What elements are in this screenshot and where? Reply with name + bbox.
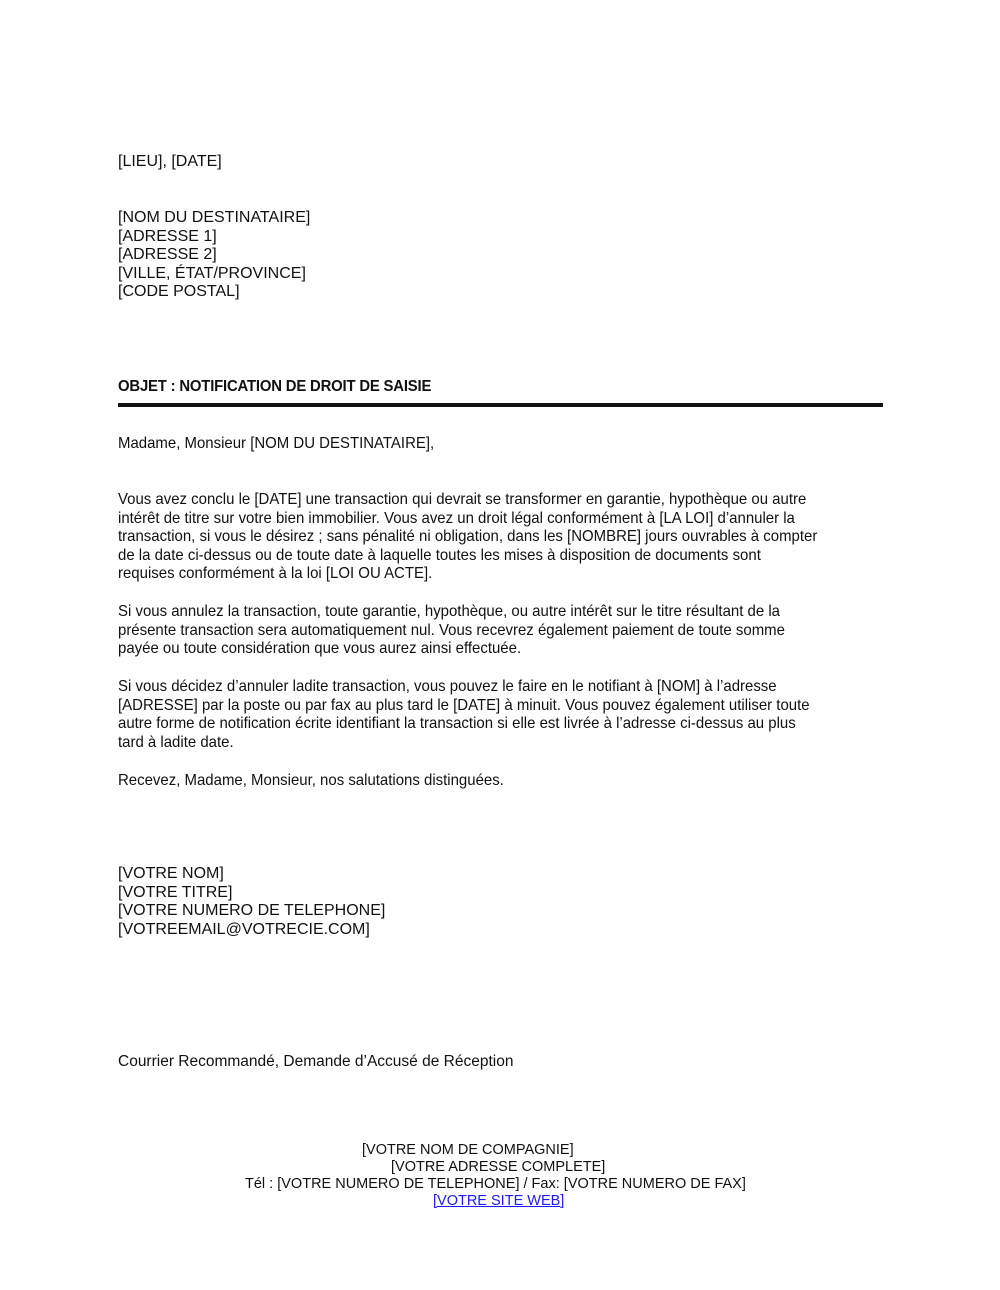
paragraph-line: Vous avez conclu le [DATE] une transaction qui devrait se transformer en garantie, hypothèque ou autre (118, 491, 807, 508)
paragraph-line: [ADRESSE] par la poste ou par fax au plus tard le [DATE] à minuit. Vous pouvez également utiliser toute (118, 696, 810, 714)
footer-address: [VOTRE ADRESSE COMPLETE] (391, 1159, 606, 1175)
paragraph-line: Si vous annulez la transaction, toute garantie, hypothèque, ou autre intérêt sur le titre résultant de la (118, 603, 780, 620)
recipient-name: [NOM DU DESTINATAIRE] (118, 209, 311, 226)
paragraph-line: de la date ci-dessus ou de toute date à laquelle toutes les mises à disposition de documents sont (118, 546, 761, 564)
recipient-address-block (118, 209, 310, 302)
sender-name: [VOTRE NOM] (118, 865, 224, 882)
sender-email: [VOTREEMAIL@VOTRECIE.COM] (118, 920, 370, 938)
paragraph-line: tard à ladite date. (118, 733, 234, 751)
closing-text: Recevez, Madame, Monsieur, nos salutations distinguées. (118, 772, 504, 789)
recipient-address-2: [ADRESSE 2] (118, 246, 217, 264)
delivery-note-text: Courrier Recommandé, Demande d’Accusé de Réception (118, 1053, 514, 1070)
closing (118, 772, 885, 791)
footer-contact: Tél : [VOTRE NUMERO DE TELEPHONE] / Fax: [VOTRE NUMERO DE FAX] (245, 1176, 746, 1192)
sender-phone: [VOTRE NUMERO DE TELEPHONE] (118, 902, 386, 920)
recipient-postal-code: [CODE POSTAL] (118, 283, 240, 301)
salutation-text: Madame, Monsieur [NOM DU DESTINATAIRE], (118, 435, 435, 452)
delivery-note (118, 1053, 513, 1072)
signature-block (118, 865, 385, 939)
body-paragraph-1 (118, 491, 885, 584)
body-paragraph-2 (118, 603, 885, 659)
paragraph-line: Si vous décidez d’annuler ladite transaction, vous pouvez le faire en le notifiant à [NOM] à l’adresse (118, 678, 777, 695)
footer-company: [VOTRE NOM DE COMPAGNIE] (362, 1142, 574, 1158)
paragraph-line: autre forme de notification écrite identifiant la transaction si elle est livrée à l’adresse ci-dessus au plus (118, 715, 796, 733)
recipient-address-1: [ADRESSE 1] (118, 227, 217, 245)
paragraph-line: transaction, si vous le désirez ; sans pénalité ni obligation, dans les [NOMBRE] jours ouvrables à compter (118, 528, 818, 546)
place-date-text: [LIEU], [DATE] (118, 153, 222, 170)
footer-website-link[interactable]: [VOTRE SITE WEB] (433, 1193, 565, 1209)
salutation (118, 435, 885, 454)
paragraph-line: intérêt de titre sur votre bien immobilier. Vous avez un droit légal conformément à [LA LOI] d’annuler la (118, 509, 795, 527)
body-paragraph-3 (118, 678, 885, 752)
paragraph-line: payée ou toute considération que vous aurez ainsi effectuée. (118, 640, 522, 658)
paragraph-line: requises conformément à la loi [LOI OU ACTE]. (118, 565, 433, 583)
place-date (118, 153, 222, 172)
recipient-city-state: [VILLE, ÉTAT/PROVINCE] (118, 264, 306, 282)
sender-title: [VOTRE TITRE] (118, 883, 233, 901)
paragraph-line: présente transaction sera automatiquement nul. Vous recevrez également paiement de toute somme (118, 621, 785, 639)
subject-divider (118, 403, 883, 407)
subject-heading: OBJET : NOTIFICATION DE DROIT DE SAISIE (118, 378, 432, 395)
